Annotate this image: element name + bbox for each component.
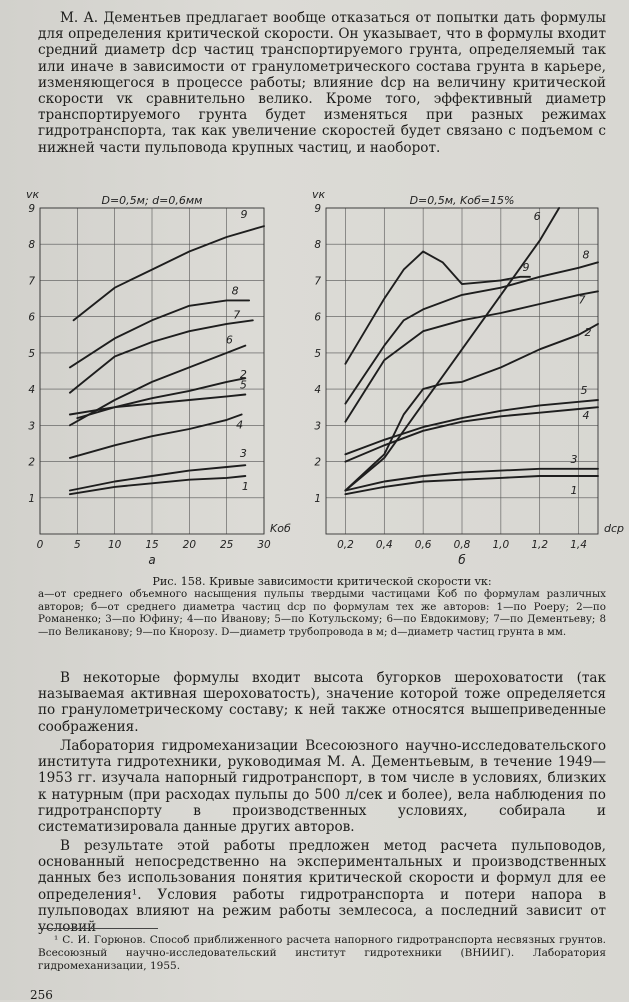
- x-tick-label: 1,2: [531, 539, 549, 551]
- y-tick-label: 2: [28, 456, 35, 469]
- y-tick-label: 7: [314, 275, 321, 288]
- y-tick-label: 6: [314, 311, 321, 324]
- x-tick-label: 20: [182, 539, 197, 551]
- y-tick-label: 9: [314, 203, 321, 215]
- series-label: 6: [533, 210, 541, 223]
- x-tick-label: 10: [107, 539, 122, 551]
- x-tick-label: 0,2: [337, 539, 354, 551]
- series-label: 7: [233, 308, 241, 322]
- figure-caption: [38, 576, 606, 638]
- series-line: [70, 300, 249, 367]
- series-line: [70, 415, 242, 458]
- panel-label: б: [458, 553, 466, 567]
- series-line: [345, 324, 598, 491]
- y-tick-label: 7: [28, 275, 35, 288]
- y-tick-label: 5: [28, 347, 35, 360]
- y-tick-label: 8: [28, 239, 35, 252]
- x-tick-label: 0,4: [375, 539, 393, 551]
- paragraph-4: В результате этой работы предложен метод расчета пульповодов, основанный непосредственно на экспериментальных и производственных данных без использования понятия критической скорости и формул для ее определения¹. Условия работы гидротранспорта и потери напора в пульповодах влияют на режим работы землесоса, а последний зависит от условий: [38, 838, 606, 936]
- x-tick-label: 30: [257, 539, 271, 551]
- series-label: 6: [225, 333, 233, 347]
- chart-title: D=0,5м; d=0,6мм: [101, 194, 203, 207]
- series-label: 2: [584, 325, 592, 339]
- series-label: 5: [580, 383, 588, 397]
- caption-head: Рис. 158. Кривые зависимости критической скорости vк:: [152, 575, 492, 588]
- y-tick-label: 5: [314, 347, 321, 360]
- series-label: 9: [240, 208, 248, 222]
- x-tick-label: 1,0: [492, 539, 510, 551]
- x-axis-label: Kоб: [270, 522, 291, 535]
- y-tick-label: 4: [314, 384, 321, 397]
- footnote-rule: [38, 928, 158, 929]
- series-label: 4: [582, 409, 590, 423]
- y-tick-label: 3: [28, 420, 35, 433]
- y-axis-label: vк: [26, 188, 40, 201]
- x-tick-label: 0: [36, 539, 44, 551]
- y-tick-label: 1: [28, 492, 35, 505]
- paragraph-2: В некоторые формулы входит высота бугорков шероховатости (так называемая активная шероховатость), значение которой тоже определяется по гранулометрическому составу; к ней также относятся вышеприведенные соображения.: [38, 670, 606, 735]
- y-tick-label: 4: [28, 384, 35, 397]
- x-tick-label: 0,8: [453, 539, 471, 551]
- series-line: [345, 476, 598, 494]
- page-number: 256: [30, 988, 53, 1002]
- series-line: [77, 378, 245, 418]
- y-tick-label: 6: [28, 311, 35, 324]
- caption-body: а—от среднего объемного насыщения пульпы твердыми частицами Kоб по формулам различных авторов; б—от среднего диаметра частиц dср по формулам тех же авторов: 1—по Роеру; 2—по Романенко; 3—по Юфину; 4—по Иванову; 5—по Котульскому; 6—по Евдокимову; 7—по Дементьеву; 8—по Великанову; 9—по Кнорозу. D—диаметр трубопровода в м; d—диаметр частиц грунта в мм.: [38, 588, 606, 638]
- series-label: 5: [239, 378, 247, 392]
- series-label: 1: [570, 484, 578, 498]
- x-tick-label: 1,4: [570, 539, 587, 551]
- paragraph-3: Лаборатория гидромеханизации Всесоюзного научно-исследовательского института гидротехники, руководимая М. А. Дементьевым, в течение 1949—1953 гг. изучала напорный гидротранспорт, в том числе в условиях, близких к натурным (при расходах пульпы до 500 л/сек и более), вела наблюдения по гидротранспорту в производственных условиях, собирала и систематизировала данные других авторов.: [38, 738, 606, 836]
- series-line: [74, 226, 264, 320]
- x-tick-label: 5: [73, 539, 81, 551]
- y-tick-label: 3: [314, 420, 321, 433]
- series-label: 3: [570, 452, 578, 466]
- series-label: 7: [578, 293, 586, 307]
- series-label: 3: [239, 447, 247, 461]
- series-label: 2: [239, 368, 247, 382]
- series-line: [345, 291, 598, 421]
- y-tick-label: 1: [314, 492, 321, 505]
- series-line: [345, 252, 530, 364]
- chart-b: [296, 174, 625, 574]
- series-label: 8: [231, 284, 239, 298]
- chart-a: [14, 174, 291, 574]
- series-label: 9: [522, 260, 530, 274]
- x-tick-label: 25: [219, 539, 234, 551]
- y-axis-label: vк: [312, 188, 326, 201]
- x-tick-label: 15: [145, 539, 159, 551]
- series-label: 1: [241, 480, 249, 494]
- panel-label: а: [148, 553, 156, 567]
- footnote: ¹ С. И. Горюнов. Способ приближенного расчета напорного гидротранспорта несвязных грунтов. Всесоюзный научно-исследовательский институт гидротехники (ВНИИГ). Лаборатория гидромеханизации, 1955.: [38, 934, 606, 972]
- chart-title: D=0,5м, Kоб=15%: [409, 194, 515, 207]
- paragraph-1: М. А. Дементьев предлагает вообще отказаться от попытки дать формулы для определения критической скорости. Он указывает, что в формулы входит средний диаметр dср частиц транспортируемого грунта, определяемый так или иначе в зависимости от гранулометрического состава грунта в карьере, изменяющегося в процессе работы; влияние dср на величину критической скорости vк сравнительно велико. Кроме того, эффективный диаметр транспортируемого грунта будет изменяться при разных режимах гидротранспорта, так как увеличение скоростей будет связано с подъемом с нижней части пульповода крупных частиц, и наоборот.: [38, 10, 606, 156]
- x-tick-label: 0,6: [414, 539, 432, 551]
- series-label: 4: [236, 418, 244, 432]
- y-tick-label: 2: [314, 456, 321, 469]
- x-axis-label: dср: [604, 522, 625, 535]
- series-label: 8: [582, 248, 590, 262]
- y-tick-label: 9: [28, 203, 35, 215]
- y-tick-label: 8: [314, 239, 321, 252]
